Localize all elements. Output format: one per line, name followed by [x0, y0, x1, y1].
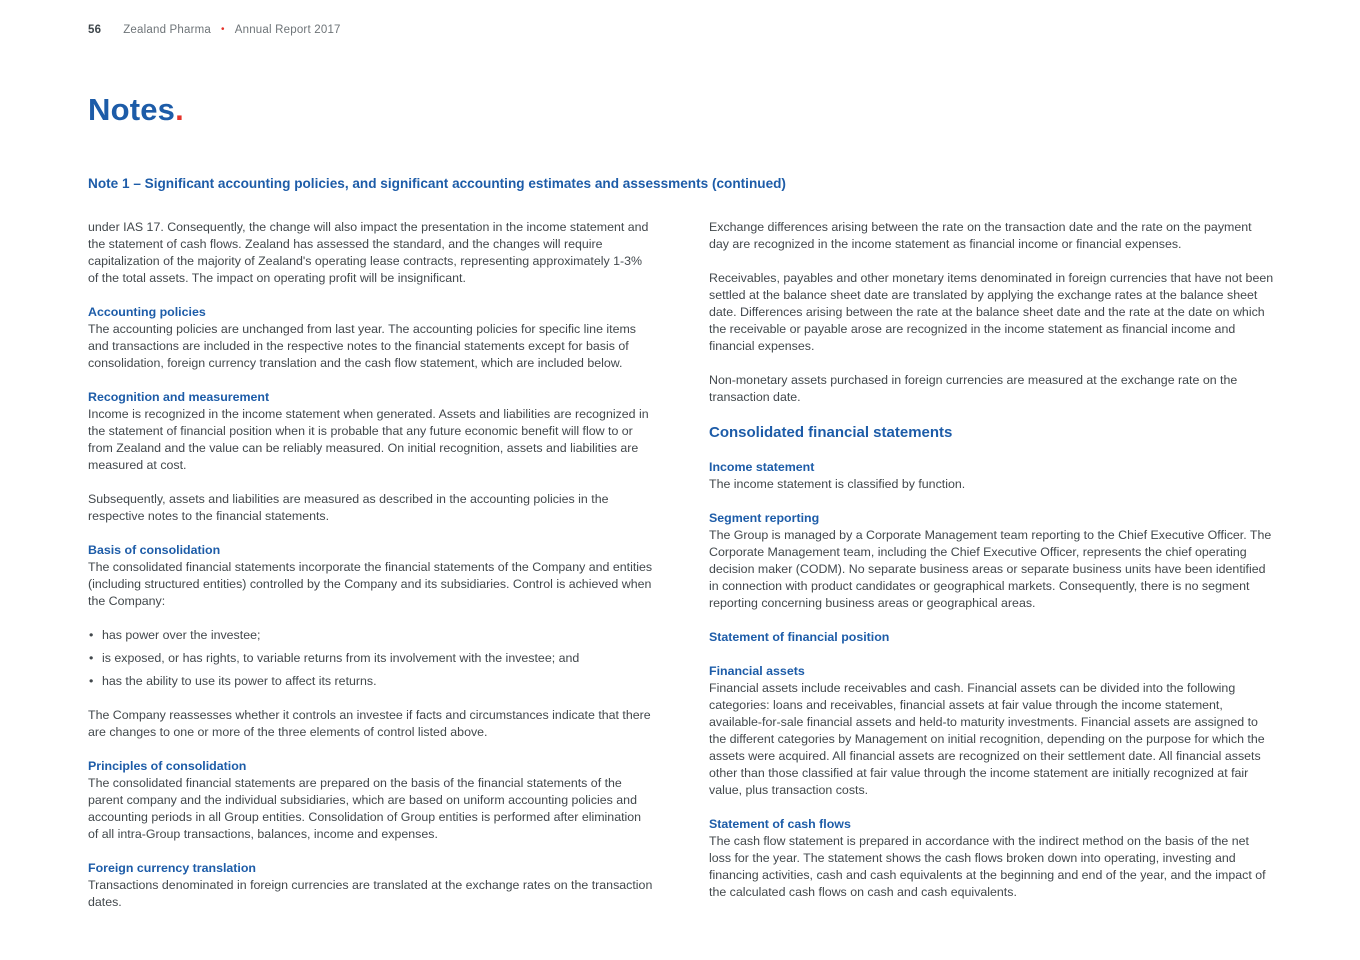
left-column	[88, 219, 653, 928]
subheading-accounting-policies: Accounting policies	[88, 305, 206, 319]
bullet-item: • has the ability to use its power to affect its returns.	[88, 673, 653, 690]
report-title: Annual Report 2017	[234, 24, 341, 36]
paragraph-foreign-currency-translation: Transactions denominated in foreign currencies are translated at the exchange rates on the transaction dates.	[88, 878, 653, 909]
subheading-segment-reporting: Segment reporting	[709, 511, 820, 525]
paragraph-financial-assets: Financial assets include receivables and cash. Financial assets can be divided into the following categories: loans and receivables, financial assets at fair value through the income statement, available-for-sale financial assets and held-to maturity investments. Financial assets are assigned to the different categories by Management on initial recognition, depending on the purpose for which the assets were acquired. All financial assets are recognized on their settlement date. All financial assets other than those classified at fair value through the income statement are initially recognized at fair value, plus transaction costs.	[709, 681, 1265, 797]
subheading-recognition-measurement: Recognition and measurement	[88, 390, 270, 404]
paragraph-receivables-payables: Receivables, payables and other monetary items denominated in foreign currencies that have not been settled at the balance sheet date are translated by applying the exchange rates at the balance sheet date. Differences arising between the rate at the balance sheet date and the rate at the date on which the receivable or payable arose are recognized in the income statement as financial income and financial expenses.	[709, 271, 1274, 353]
page-title	[88, 92, 1274, 128]
bullet-item: • is exposed, or has rights, to variable returns from its involvement with the investee; and	[88, 650, 653, 667]
paragraph-income-statement: The income statement is classified by function.	[709, 477, 966, 491]
subheading-basis-of-consolidation: Basis of consolidation	[88, 543, 221, 557]
control-criteria-list	[88, 627, 653, 690]
paragraph-exchange-differences: Exchange differences arising between the rate on the transaction date and the rate on the payment day are recognized in the income statement as financial income or financial expenses.	[709, 220, 1252, 251]
paragraph-principles-of-consolidation: The consolidated financial statements are prepared on the basis of the financial statements of the parent company and the individual subsidiaries, which are based on uniform accounting policies and accounting periods in all Group entities. Consolidation of Group entities is performed after elimination of all intra-Group transactions, balances, income and expenses.	[88, 776, 642, 841]
bullet-item: • has power over the investee;	[88, 627, 653, 644]
page-title-period: .	[175, 92, 184, 127]
subheading-foreign-currency-translation: Foreign currency translation	[88, 861, 256, 875]
note-heading: Note 1 – Significant accounting policies, and significant accounting estimates and assessments (continued)	[88, 176, 786, 191]
body-columns	[88, 219, 1274, 928]
paragraph-basis-of-consolidation: The consolidated financial statements incorporate the financial statements of the Company and entities (including structured entities) controlled by the Company and its subsidiaries. Control is achieved when the Company:	[88, 560, 653, 608]
paragraph-recognition-1: Income is recognized in the income statement when generated. Assets and liabilities are recognized in the statement of financial position when it is probable that any future economic benefit will flow to or from Zealand and the value can be reliably measured. On initial recognition, assets and liabilities are measured at cost.	[88, 407, 649, 472]
separator-dot-icon: •	[221, 24, 225, 35]
subheading-statement-of-financial-position: Statement of financial position	[709, 630, 890, 644]
paragraph-reassessment: The Company reassesses whether it controls an investee if facts and circumstances indicate that there are changes to one or more of the three elements of control listed above.	[88, 708, 651, 739]
paragraph-intro: under IAS 17. Consequently, the change will also impact the presentation in the income statement and the statement of cash flows. Zealand has assessed the standard, and the changes will require capitalization of the majority of Zealand's operating lease contracts, representing approximately 1-3% of the total assets. The impact on operating profit will be insignificant.	[88, 220, 649, 285]
paragraph-non-monetary-assets: Non-monetary assets purchased in foreign currencies are measured at the exchange rate on the transaction date.	[709, 373, 1238, 404]
subheading-income-statement: Income statement	[709, 460, 815, 474]
paragraph-recognition-2: Subsequently, assets and liabilities are measured as described in the accounting policies in the respective notes to the financial statements.	[88, 492, 609, 523]
page-title-text: Notes	[88, 92, 176, 127]
subheading-principles-of-consolidation: Principles of consolidation	[88, 759, 247, 773]
subheading-financial-assets: Financial assets	[709, 664, 805, 678]
paragraph-segment-reporting: The Group is managed by a Corporate Management team reporting to the Chief Executive Officer. The Corporate Management team, including the Chief Executive Officer, represents the chief operating decision maker (CODM). No separate business areas or separate business units have been identified in connection with product candidates or geographical markets. Consequently, there is no segment reporting concerning business areas or geographical areas.	[709, 528, 1272, 610]
paragraph-statement-of-cash-flows: The cash flow statement is prepared in accordance with the indirect method on the basis of the net loss for the year. The statement shows the cash flows broken down into operating, investing and financing activities, cash and cash equivalents at the beginning and end of the year, and the impact of the calculated cash flows on cash and cash equivalents.	[709, 834, 1266, 899]
paragraph-accounting-policies: The accounting policies are unchanged from last year. The accounting policies for specific line items and transactions are included in the respective notes to the financial statements except for basis of consolidation, foreign currency translation and the cash flow statement, which are included below.	[88, 322, 637, 370]
running-header	[88, 24, 1274, 36]
brand-name: Zealand Pharma	[123, 24, 212, 36]
subheading-statement-of-cash-flows: Statement of cash flows	[709, 817, 851, 831]
right-column	[709, 219, 1274, 928]
section-heading-consolidated-financial-statements: Consolidated financial statements	[709, 424, 953, 441]
page-number: 56	[88, 24, 102, 36]
